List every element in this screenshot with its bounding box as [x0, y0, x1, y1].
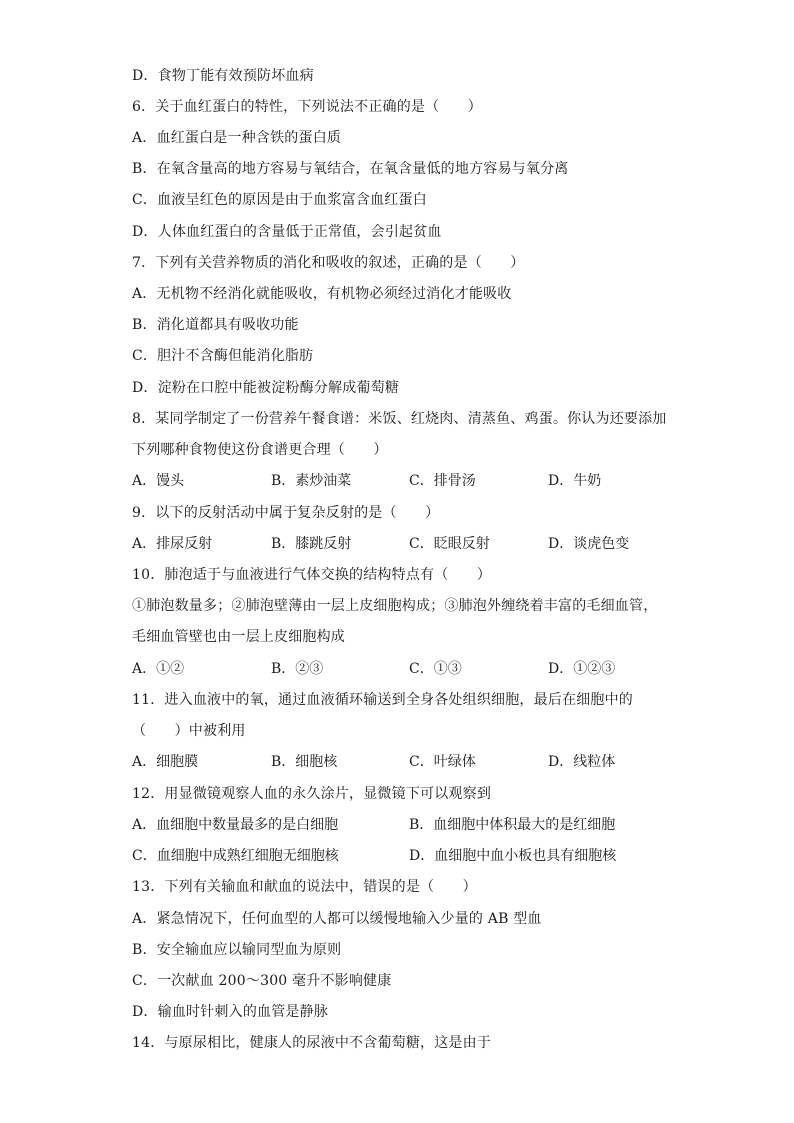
- question-9-stem: 9．以下的反射活动中属于复杂反射的是（ ）: [132, 505, 440, 521]
- question-8-stem-line2: 下列哪种食物使这份食谱更合理（ ）: [132, 442, 388, 458]
- question-7-stem: 7．下列有关营养物质的消化和吸收的叙述，正确的是（ ）: [132, 255, 525, 271]
- q6-option-d: D．人体血红蛋白的含量低于正常值，会引起贫血: [132, 224, 442, 240]
- q10-option-d: D．①②③: [548, 661, 616, 677]
- q7-option-c: C．胆汁不含酶但能消化脂肪: [132, 348, 314, 364]
- q8-options: [132, 472, 692, 490]
- q10-option-a: A．①②: [132, 661, 185, 677]
- q7-option-b: B．消化道都具有吸收功能: [132, 317, 299, 333]
- question-12-stem: 12．用显微镜观察人血的永久涂片，显微镜下可以观察到: [132, 786, 492, 802]
- q13-option-a: A．紧急情况下，任何血型的人都可以缓慢地输入少量的 AB 型血: [132, 911, 542, 927]
- q11-option-b: B．细胞核: [271, 754, 338, 770]
- q12-option-d: D．血细胞中血小板也具有细胞核: [409, 848, 617, 864]
- q7-option-d: D．淀粉在口腔中能被淀粉酶分解成葡萄糖: [132, 380, 400, 396]
- q6-option-b: B．在氧含量高的地方容易与氧结合，在氧含量低的地方容易与氧分离: [132, 161, 569, 177]
- q11-option-c: C．叶绿体: [409, 754, 476, 770]
- q12-option-a: A．血细胞中数量最多的是白细胞: [132, 817, 339, 833]
- q8-option-c: C．排骨汤: [409, 473, 476, 489]
- question-10-stem: 10．肺泡适于与血液进行气体交换的结构特点有（ ）: [132, 567, 492, 583]
- q6-option-c: C．血液呈红色的原因是由于血浆富含血红蛋白: [132, 192, 427, 208]
- question-11-stem-line2: （ ）中被利用: [132, 723, 246, 739]
- q7-option-a: A．无机物不经消化就能吸收，有机物必须经过消化才能吸收: [132, 286, 512, 302]
- q11-option-a: A．细胞膜: [132, 754, 199, 770]
- q8-option-d: D．牛奶: [548, 473, 602, 489]
- question-6-stem: 6．关于血红蛋白的特性，下列说法不正确的是（ ）: [132, 99, 482, 115]
- q13-option-c: C．一次献血 200～300 毫升不影响健康: [132, 973, 392, 989]
- q12-options-row1: [132, 816, 692, 834]
- q8-option-a: A．馒头: [132, 473, 185, 489]
- q13-option-b: B．安全输血应以输同型血为原则: [132, 942, 342, 958]
- q10-option-b: B．②③: [271, 661, 324, 677]
- q5-option-d: D．食物丁能有效预防坏血病: [132, 68, 314, 84]
- q10-statement-line1: ①肺泡数量多；②肺泡壁薄由一层上皮细胞构成；③肺泡外缠绕着丰富的毛细血管，: [132, 598, 658, 614]
- question-8-stem-line1: 8．某同学制定了一份营养午餐食谱：米饭、红烧肉、清蒸鱼、鸡蛋。你认为还要添加: [132, 411, 667, 427]
- q9-options: [132, 535, 692, 553]
- q10-statement-line2: 毛细血管壁也由一层上皮细胞构成: [132, 629, 345, 645]
- q12-option-b: B．血细胞中体积最大的是红细胞: [409, 817, 616, 833]
- q6-option-a: A．血红蛋白是一种含铁的蛋白质: [132, 130, 342, 146]
- q12-options-row2: [132, 847, 692, 865]
- q9-option-d: D．谈虎色变: [548, 536, 630, 552]
- q8-option-b: B．素炒油菜: [271, 473, 352, 489]
- question-11-stem-line1: 11．进入血液中的氧，通过血液循环输送到全身各处组织细胞，最后在细胞中的: [132, 692, 634, 708]
- q12-option-c: C．血细胞中成熟红细胞无细胞核: [132, 848, 339, 864]
- question-14-stem: 14．与原尿相比，健康人的尿液中不含葡萄糖，这是由于: [132, 1035, 492, 1051]
- q9-option-a: A．排尿反射: [132, 536, 213, 552]
- q9-option-c: C．眨眼反射: [409, 536, 490, 552]
- q10-options: [132, 660, 692, 678]
- q11-options: [132, 753, 692, 771]
- q9-option-b: B．膝跳反射: [271, 536, 352, 552]
- question-13-stem: 13．下列有关输血和献血的说法中，错误的是（ ）: [132, 879, 477, 895]
- q10-option-c: C．①③: [409, 661, 462, 677]
- q13-option-d: D．输血时针刺入的血管是静脉: [132, 1004, 329, 1020]
- q11-option-d: D．线粒体: [548, 754, 616, 770]
